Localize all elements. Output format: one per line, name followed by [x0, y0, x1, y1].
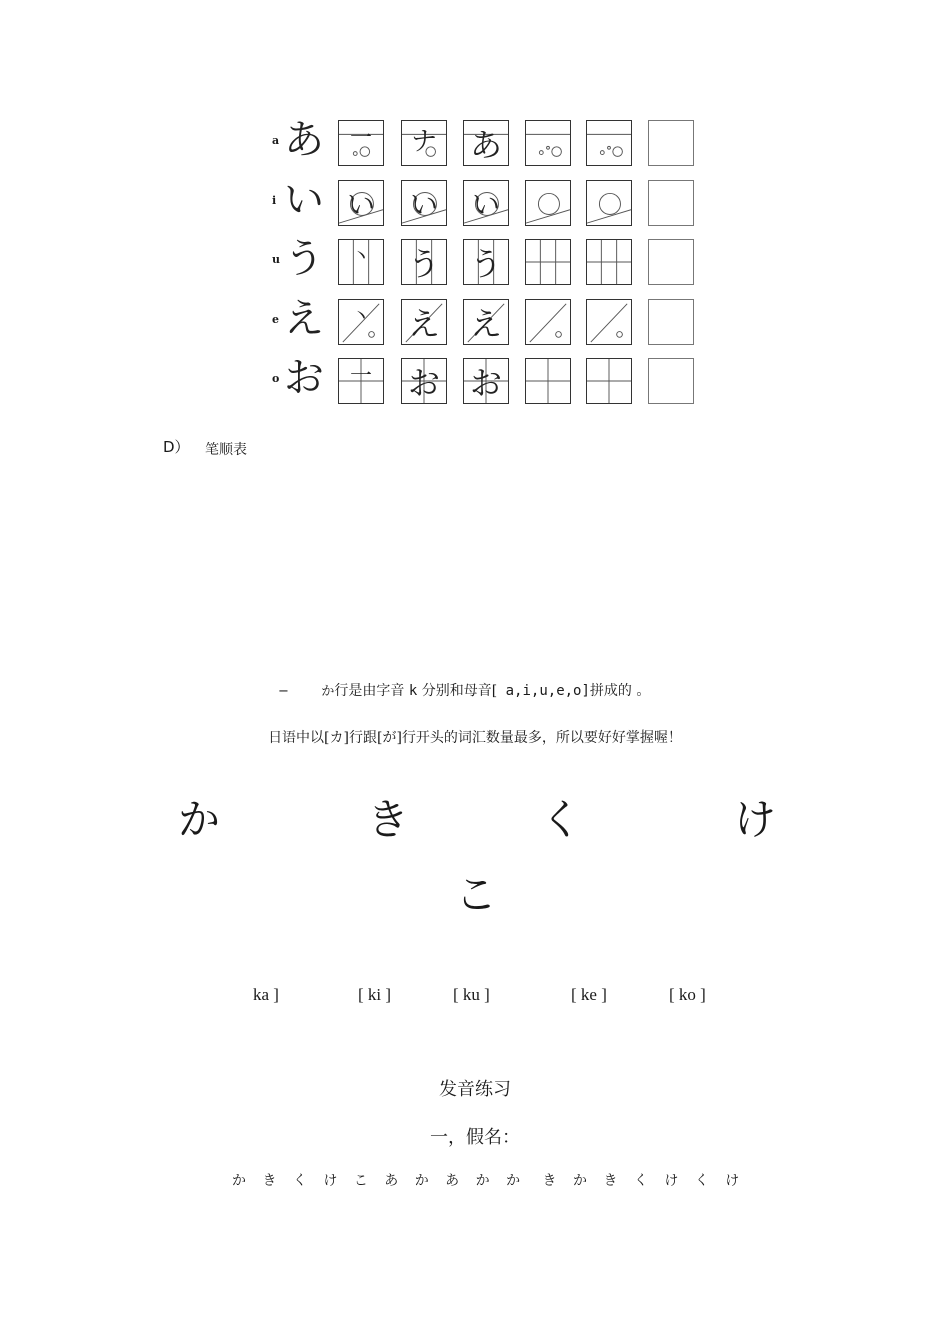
stroke-step: 丶	[351, 244, 371, 268]
stroke-step-cell	[401, 180, 447, 226]
romaji-ke: [ ke ]	[571, 985, 607, 1004]
caption-marker: D）	[163, 438, 190, 456]
intro-line-2: 日语中以[カ]行跟[が]行开头的词汇数量最多，所以要好好掌握喔！	[268, 730, 682, 746]
stroke-step: い	[346, 188, 375, 221]
stroke-row-u	[268, 235, 718, 287]
stroke-step: お	[469, 364, 502, 402]
stroke-step: お	[407, 364, 440, 402]
kana-ke: け	[734, 795, 777, 844]
stroke-step-cell	[401, 239, 447, 285]
romaji-label: i	[272, 194, 277, 207]
intro-line-1	[278, 680, 650, 700]
guide-cell	[586, 120, 632, 166]
romaji-label: o	[272, 372, 280, 385]
stroke-row-i	[268, 176, 718, 228]
guide-cell	[586, 358, 632, 404]
stroke-row-e	[268, 295, 718, 347]
drill-kana: こ	[353, 1173, 369, 1189]
stroke-step: 一	[349, 364, 372, 389]
intro-kana: か	[321, 684, 335, 699]
stroke-step-cell	[463, 358, 509, 404]
intro-vowels: a,i,u,e,o]	[497, 683, 590, 699]
stroke-step-cell	[401, 358, 447, 404]
guide-cell	[525, 120, 571, 166]
row-kana: え	[284, 296, 324, 342]
caption-label: 笔顺表	[205, 442, 247, 458]
drill-kana: け	[323, 1173, 339, 1189]
guide-cell	[525, 358, 571, 404]
romaji-ko: [ ko ]	[669, 985, 706, 1004]
kana-ko: こ	[455, 870, 498, 919]
kana-ku: く	[540, 795, 583, 844]
stroke-step-cell	[463, 180, 509, 226]
romaji-ka: ka ]	[253, 985, 279, 1004]
drill-kana: か	[506, 1173, 522, 1189]
empty-practice-cell	[648, 299, 694, 345]
intro-prefix: −	[278, 684, 289, 699]
kana-drill	[232, 1170, 750, 1190]
drill-kana: か	[475, 1173, 491, 1189]
row-kana: お	[284, 355, 324, 401]
stroke-step-cell	[463, 299, 509, 345]
intro-text-b: 分别和母音[	[417, 683, 498, 699]
guide-cell	[525, 299, 571, 345]
drill-kana: き	[262, 1173, 278, 1189]
stroke-order-figure	[268, 116, 718, 416]
stroke-step: え	[407, 305, 440, 343]
drill-kana: あ	[445, 1173, 461, 1189]
stroke-step-cell	[338, 180, 384, 226]
drill-kana: か	[414, 1173, 430, 1189]
drill-kana: き	[603, 1173, 619, 1189]
drill-kana: か	[572, 1173, 588, 1189]
kana-ka: か	[178, 795, 221, 844]
stroke-step-cell	[338, 239, 384, 285]
drill-kana: き	[542, 1173, 558, 1189]
row-kana: い	[284, 177, 324, 223]
romaji-ki: [ ki ]	[358, 985, 392, 1004]
romaji-label: a	[272, 134, 280, 147]
empty-practice-cell	[648, 120, 694, 166]
stroke-step-cell	[338, 120, 384, 166]
kana-row	[0, 787, 950, 847]
stroke-row-a	[268, 116, 718, 168]
romaji-ku: [ ku ]	[453, 985, 490, 1004]
stroke-step: あ	[469, 126, 502, 164]
stroke-step: ナ	[410, 127, 437, 157]
drill-kana: あ	[384, 1173, 400, 1189]
drill-kana: く	[633, 1173, 649, 1189]
section-heading: 一，假名：	[430, 1127, 520, 1148]
guide-cell	[586, 180, 632, 226]
guide-cell	[525, 239, 571, 285]
drill-kana: く	[292, 1173, 308, 1189]
intro-text-a: 行是由字音	[334, 683, 409, 699]
drill-kana: け	[664, 1173, 680, 1189]
row-kana: あ	[284, 117, 324, 163]
romaji-label: u	[272, 253, 280, 266]
stroke-step-cell	[463, 239, 509, 285]
intro-consonant: k	[408, 683, 418, 699]
stroke-step-cell	[463, 120, 509, 166]
intro-text-c: 拼成的 。	[589, 683, 651, 699]
stroke-row-o	[268, 354, 718, 406]
stroke-step-cell	[401, 299, 447, 345]
drill-kana: け	[725, 1173, 741, 1189]
drill-kana: く	[694, 1173, 710, 1189]
row-kana: う	[284, 236, 324, 282]
stroke-step-cell	[401, 120, 447, 166]
stroke-step: う	[407, 245, 440, 283]
stroke-step-cell	[338, 299, 384, 345]
guide-cell	[586, 239, 632, 285]
stroke-step-cell	[338, 358, 384, 404]
empty-practice-cell	[648, 358, 694, 404]
kana-ki: き	[367, 795, 410, 844]
drill-kana: か	[232, 1173, 247, 1189]
guide-cell	[525, 180, 571, 226]
guide-cell	[586, 299, 632, 345]
stroke-step: い	[409, 188, 438, 221]
stroke-step: 丶	[351, 304, 371, 328]
stroke-step: う	[469, 245, 502, 283]
practice-title: 发音练习	[439, 1079, 511, 1100]
empty-practice-cell	[648, 180, 694, 226]
stroke-step: 一	[349, 126, 372, 151]
stroke-step: え	[469, 305, 502, 343]
stroke-step: い	[471, 188, 500, 221]
empty-practice-cell	[648, 239, 694, 285]
romaji-label: e	[272, 313, 279, 326]
figure-caption	[163, 436, 247, 458]
